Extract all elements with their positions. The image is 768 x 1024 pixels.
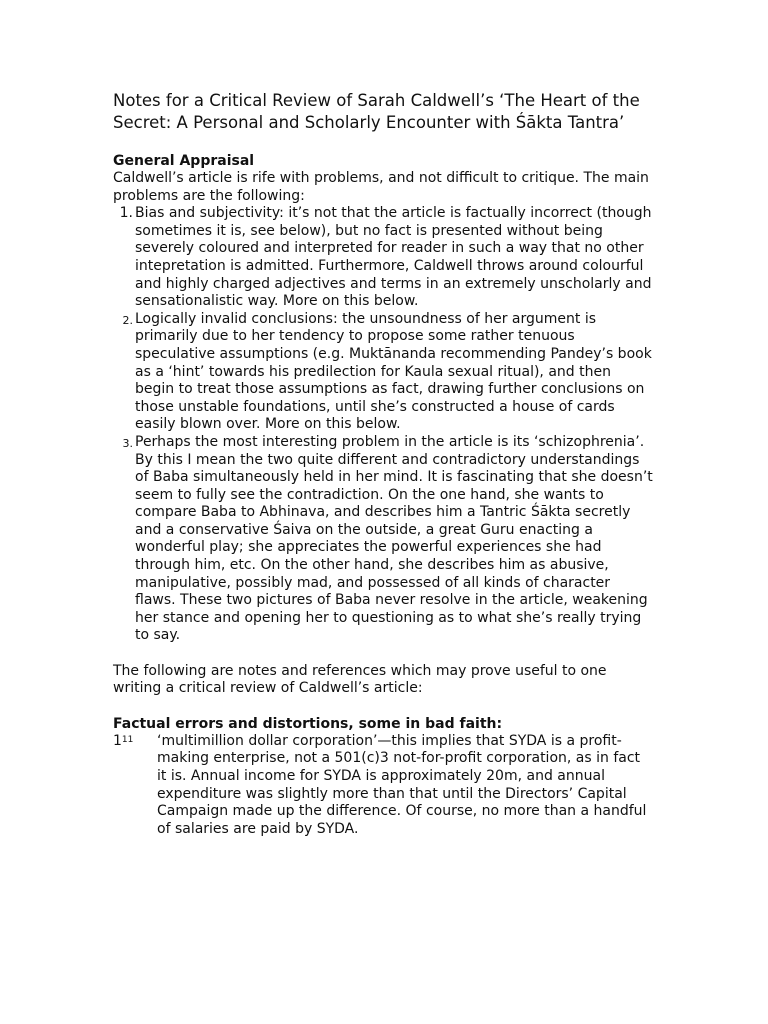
note-footnote-ref: 11 xyxy=(121,734,134,745)
problems-list xyxy=(113,205,653,645)
general-appraisal-intro: Caldwell’s article is rife with problems, and not difficult to critique. The main problems are the following: xyxy=(113,170,649,204)
factual-errors-list xyxy=(113,733,653,839)
note-number xyxy=(113,733,133,751)
factual-errors-heading: Factual errors and distortions, some in bad faith: xyxy=(113,715,503,732)
document-page xyxy=(113,90,653,838)
note-number-main: 1 xyxy=(113,732,122,749)
problem-text: Bias and subjectivity: it’s not that the article is factually incorrect (though sometimes it is, see below), but no fact is presented without being severely coloured and interpreted for reader in such a way that no other intepretation is admitted. Furthermore, Caldwell throws around colourful and highly charged adjectives and terms in an extremely unscholarly and sensationalistic way. More on this below. xyxy=(135,205,652,310)
problem-item xyxy=(113,311,653,434)
general-appraisal-heading: General Appraisal xyxy=(113,153,255,169)
problem-text: Logically invalid conclusions: the unsoundness of her argument is primarily due to her tendency to propose some rather tenuous speculative assumptions (e.g. Muktānanda recommending Pandey’s book as a ‘hint’ towards his predilection for Kaula sexual ritual), and then begin to treat those assumptions as fact, drawing further conclusions on those unstable foundations, until she’s constructed a house of cards easily blown over. More on this below. xyxy=(135,310,652,433)
following-note: The following are notes and references which may prove useful to one writing a critical review of Caldwell’s article: xyxy=(113,662,607,697)
problem-number: 1. xyxy=(119,205,133,222)
problem-text: Perhaps the most interesting problem in the article is its ‘schizophrenia’. By this I mean the two quite different and contradictory understandings of Baba simultaneously held in her mind. It is fascinating that she doesn’t seem to fully see the contradiction. On the one hand, she wants to compare Baba to Abhinava, and describes him a Tantric Śākta secretly and a conservative Śaiva on the outside, a great Guru enacting a wonderful play; she appreciates the powerful experiences she had through him, etc. On the other hand, she describes him as abusive, manipulative, possibly mad, and possessed of all kinds of character flaws. These two pictures of Baba never resolve in the article, weakening her stance and opening her to questioning as to what she’s really trying to say. xyxy=(135,433,653,644)
problem-number: 3. xyxy=(122,436,133,450)
problem-item xyxy=(113,205,653,311)
problem-number: 2. xyxy=(122,313,133,327)
document-title: Notes for a Critical Review of Sarah Caldwell’s ‘The Heart of the Secret: A Personal and Scholarly Encounter with Śākta Tantra’ xyxy=(113,91,640,132)
note-text: ‘multimillion dollar corporation’—this implies that SYDA is a profit-making enterprise, not a 501(c)3 not-for-profit corporation, as in fact it is. Annual income for SYDA is approximately 20m, and annual expenditure was slightly more than that until the Directors’ Capital Campaign made up the difference. Of course, no more than a handful of salaries are paid by SYDA. xyxy=(157,732,647,837)
problem-item xyxy=(113,434,653,645)
note-item xyxy=(113,733,653,839)
